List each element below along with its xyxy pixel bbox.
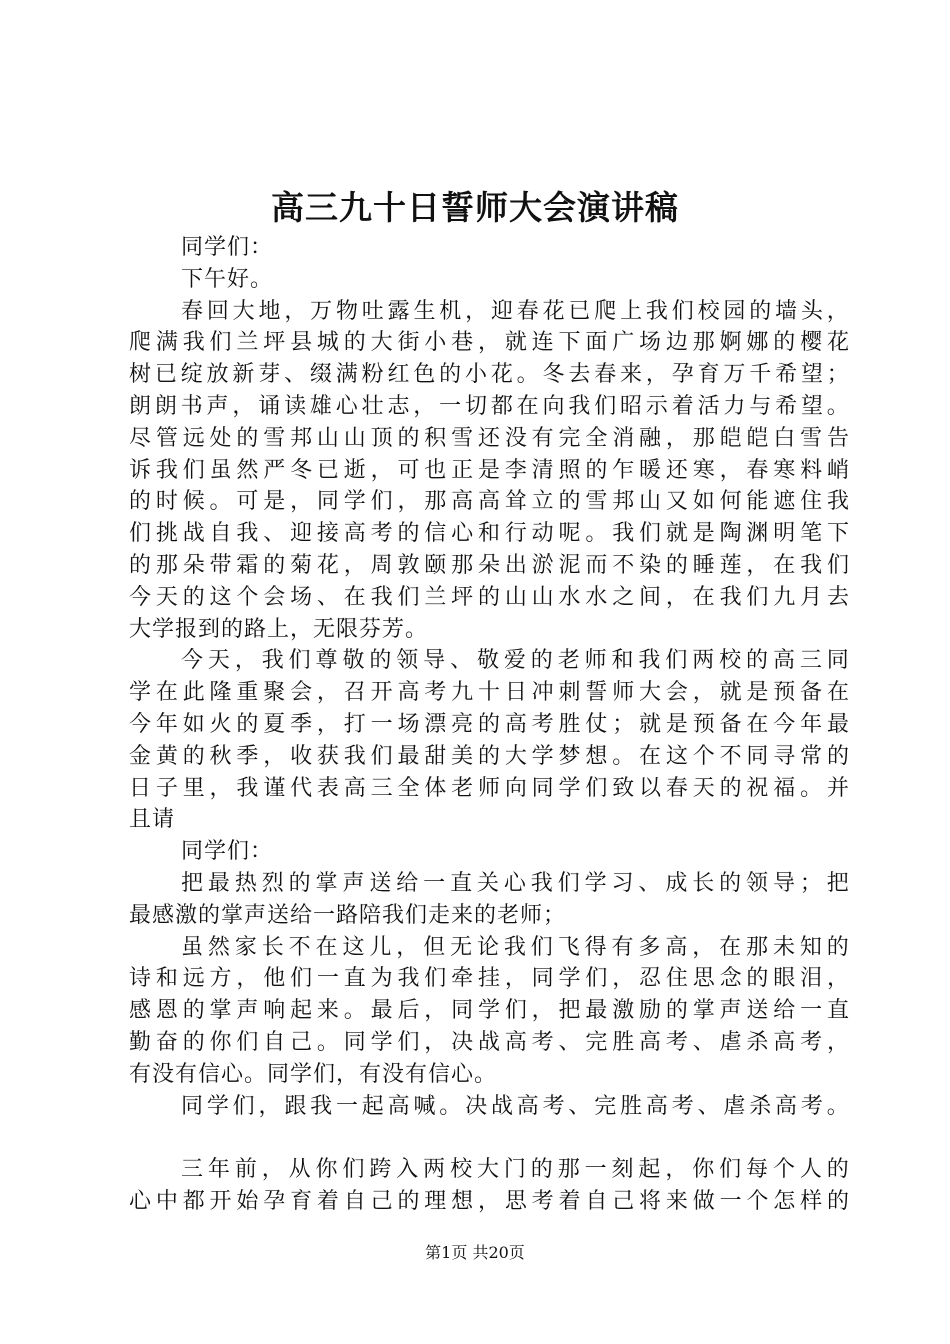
text-line: 春 回 大 地 ， 万 物 吐 露 生 机 ， 迎 春 花 已 爬 上 我 们 校 园 的 墙 头 ， bbox=[181, 298, 849, 324]
text-line: 同 学 们 ， 跟 我 一 起 高 喊 。 决 战 高 考 、 完 胜 高 考 、 虐 杀 高 考 。 bbox=[181, 1093, 849, 1119]
text-line: 学 在 此 隆 重 聚 会 ， 召 开 高 考 九 十 日 冲 刺 誓 师 大 会 ， 就 是 预 备 在 bbox=[129, 680, 849, 706]
text-line: 大学报到的路上，无限芬芳。 bbox=[129, 616, 429, 642]
text-line: 三 年 前 ， 从 你 们 跨 入 两 校 大 门 的 那 一 刻 起 ， 你 们 每 个 人 的 bbox=[181, 1157, 849, 1183]
text-line: 且请 bbox=[129, 807, 176, 833]
text-line: 同学们： bbox=[181, 839, 274, 865]
text-line: 有没有信心。同学们，有没有信心。 bbox=[129, 1061, 498, 1087]
text-line: 尽 管 远 处 的 雪 邦 山 山 顶 的 积 雪 还 没 有 完 全 消 融 ， 那 皑 皑 白 雪 告 bbox=[129, 425, 849, 451]
text-line: 的 那 朵 带 霜 的 菊 花 ， 周 敦 颐 那 朵 出 淤 泥 而 不 染 的 睡 莲 ， 在 我 们 bbox=[129, 552, 849, 578]
page-footer: 第1页 共20页 bbox=[425, 1243, 525, 1262]
blank-line bbox=[129, 1122, 849, 1154]
text-line: 朗 朗 书 声 ， 诵 读 雄 心 壮 志 ， 一 切 都 在 向 我 们 昭 示 着 活 力 与 希 望 。 bbox=[129, 393, 849, 419]
text-line: 感 恩 的 掌 声 响 起 来 。 最 后 ， 同 学 们 ， 把 最 激 励 的 掌 声 送 给 一 直 bbox=[129, 998, 849, 1024]
text-line: 同学们： bbox=[181, 235, 274, 260]
text-line: 诉 我 们 虽 然 严 冬 已 逝 ， 可 也 正 是 李 清 照 的 乍 暖 还 寒 ， 春 寒 料 峭 bbox=[129, 457, 849, 483]
text-line: 把 最 热 烈 的 掌 声 送 给 一 直 关 心 我 们 学 习 、 成 长 的 领 导 ； 把 bbox=[181, 870, 849, 896]
text-line: 树 已 绽 放 新 芽 、 缀 满 粉 红 色 的 小 花 。 冬 去 春 来 ， 孕 育 万 千 希 望 ； bbox=[129, 362, 849, 388]
text-line: 金 黄 的 秋 季 ， 收 获 我 们 最 甜 美 的 大 学 梦 想 。 在 这 个 不 同 寻 常 的 bbox=[129, 743, 849, 769]
document-title: 高三九十日誓师大会演讲稿 bbox=[271, 188, 679, 227]
document-body bbox=[129, 232, 849, 1218]
text-line: 最感激的掌声送给一路陪我们走来的老师； bbox=[129, 902, 567, 928]
text-line: 们 挑 战 自 我 、 迎 接 高 考 的 信 心 和 行 动 呢 。 我 们 就 是 陶 渊 明 笔 下 bbox=[129, 521, 849, 547]
text-line: 今 年 如 火 的 夏 季 ， 打 一 场 漂 亮 的 高 考 胜 仗 ； 就 是 预 备 在 今 年 最 bbox=[129, 711, 849, 737]
text-line: 心 中 都 开 始 孕 育 着 自 己 的 理 想 ， 思 考 着 自 己 将 来 做 一 个 怎 样 的 bbox=[129, 1189, 849, 1215]
text-line: 虽 然 家 长 不 在 这 儿 ， 但 无 论 我 们 飞 得 有 多 高 ， 在 那 未 知 的 bbox=[181, 934, 849, 960]
text-line: 日 子 里 ， 我 谨 代 表 高 三 全 体 老 师 向 同 学 们 致 以 春 天 的 祝 福 。 并 bbox=[129, 775, 849, 801]
text-line: 爬 满 我 们 兰 坪 县 城 的 大 街 小 巷 ， 就 连 下 面 广 场 边 那 婀 娜 的 樱 花 bbox=[129, 330, 849, 356]
text-line: 勤 奋 的 你 们 自 己 。 同 学 们 ， 决 战 高 考 、 完 胜 高 考 、 虐 杀 高 考 ， bbox=[129, 1029, 849, 1055]
text-line: 的 时 候 。 可 是 ， 同 学 们 ， 那 高 高 耸 立 的 雪 邦 山 又 如 何 能 遮 住 我 bbox=[129, 489, 849, 515]
text-line: 下午好。 bbox=[181, 266, 274, 292]
text-line: 诗 和 远 方 ， 他 们 一 直 为 我 们 牵 挂 ， 同 学 们 ， 忍 住 思 念 的 眼 泪 ， bbox=[129, 966, 849, 992]
text-line: 今 天 ， 我 们 尊 敬 的 领 导 、 敬 爱 的 老 师 和 我 们 两 校 的 高 三 同 bbox=[181, 648, 849, 674]
text-line: 今 天 的 这 个 会 场 、 在 我 们 兰 坪 的 山 山 水 水 之 间 ， 在 我 们 九 月 去 bbox=[129, 584, 849, 610]
